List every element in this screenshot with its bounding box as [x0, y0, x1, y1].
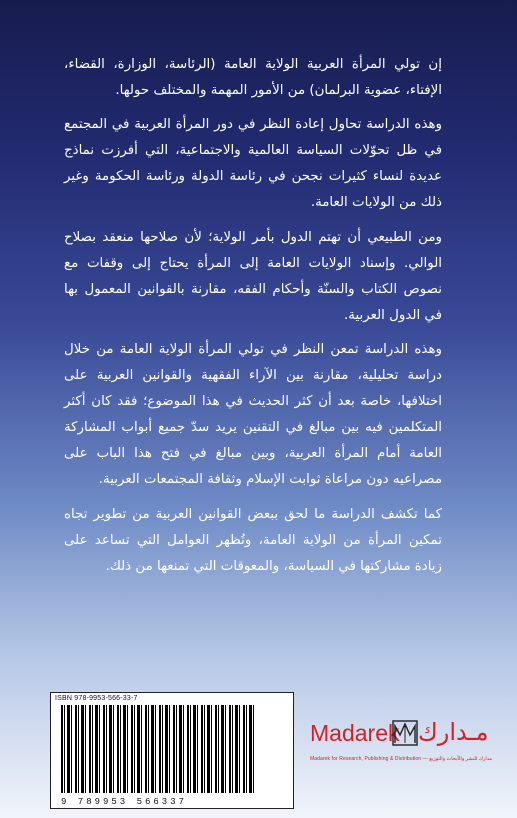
cover-footer	[0, 676, 517, 818]
isbn-label: ISBN 978-9953-566-33-7	[55, 695, 138, 702]
blurb-paragraph-4: وهذه الدراسة تمعن النظر في تولي المرأة الولاية العامة من خلال دراسة تحليلية، مقارنة بين الآراء الفقهية والقوانين العربية على اختلافها، خاصة بعد أن كثر الحديث في هذا الموضوع؛ فقد كان أكثر المتكلمين فيه بين مبالغ في التقنين يريد سدّ جميع أبواب المشاركة العامة أمام المرأة العربية، وبين مبالغ في فتح هذا الباب على مصراعيه دون مراعاة ثوابت الإسلام وثقافة المجتمعات العربية.	[64, 341, 442, 488]
publisher-name-latin: Madarek	[310, 720, 400, 746]
publisher-tagline: Madarek for Research, Publishing & Distribution — مدارك للنشر والأبحاث والتوزيع	[310, 756, 493, 762]
back-cover-blurb	[64, 52, 442, 588]
blurb-paragraph-1: إن تولي المرأة العربية الولاية العامة (الرئاسة، الوزارة، القضاء، الإفتاء، عضوية البرلمان) من الأمور المهمة والمختلف حولها.	[64, 57, 442, 99]
publisher-logo	[310, 718, 493, 790]
blurb-paragraph-5: كما تكشف الدراسة ما لحق ببعض القوانين العربية من تطوير تجاه تمكين المرأة من الولاية العامة، وتُظهر العوامل التي تساعد على زيادة مشاركتها في السياسة، والمعوقات التي تمنعها من ذلك.	[64, 506, 442, 574]
publisher-name-arabic: مـدارك	[418, 718, 489, 746]
barcode-icon	[61, 705, 257, 793]
blurb-paragraph-3: ومن الطبيعي أن تهتم الدول بأمر الولاية؛ لأن صلاحها منعقد بصلاح الوالي. وإسناد الولايات العامة إلى المرأة يحتاج إلى وقفات مع نصوص الكتاب والسنّة وأحكام الفقه، مقارنة بالقوانين المعمول بها في الدول العربية.	[64, 229, 442, 323]
blurb-paragraph-2: وهذه الدراسة تحاول إعادة النظر في دور المرأة العربية في المجتمع في ظل تحوّلات السياسة العالمية والاجتماعية، التي أفرزت نماذج عديدة لنساء كثيرات نجحن في رئاسة الدولة ورئاسة الحكومة وغير ذلك من الولايات العامة.	[64, 117, 442, 211]
isbn-barcode-box	[50, 692, 294, 809]
book-logo-mark-icon	[392, 720, 418, 746]
barcode-digits: 9 789953 566337	[61, 797, 188, 807]
